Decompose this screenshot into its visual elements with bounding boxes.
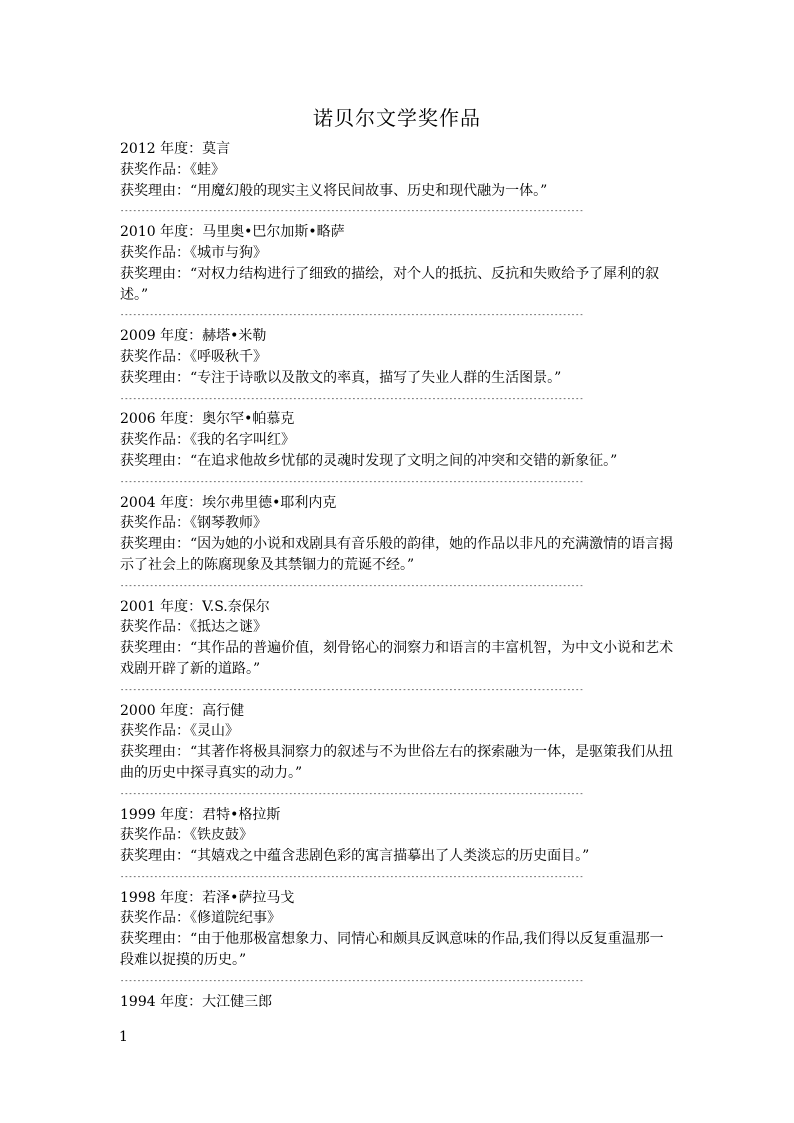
entry-work: 获奖作品：《钢琴教师》 xyxy=(120,515,267,532)
page-number: 1 xyxy=(119,1029,128,1045)
entry-2009 xyxy=(120,326,676,409)
entry-work: 获奖作品：《铁皮鼓》 xyxy=(120,827,253,844)
entry-separator: -------------------------------------------------------------------------------------------------------------- xyxy=(120,581,584,590)
entry-reason: 获奖理由：“用魔幻般的现实主义将民间故事、历史和现代融为一体。” xyxy=(120,182,548,199)
entry-1994 xyxy=(120,992,676,1013)
entry-2012 xyxy=(120,139,676,222)
entry-2004 xyxy=(120,493,676,597)
entry-separator: -------------------------------------------------------------------------------------------------------------- xyxy=(120,394,584,403)
entries-list xyxy=(120,139,676,1012)
entry-year-laureate: 2001 年度：V.S.奈保尔 xyxy=(120,598,270,615)
entry-separator: -------------------------------------------------------------------------------------------------------------- xyxy=(120,207,584,216)
entry-reason: 获奖理由：“其作品的普遍价值，刻骨铭心的洞察力和语言的丰富机智，为中文小说和艺术戏剧开辟了新的道路。” xyxy=(120,640,674,677)
entry-reason: 获奖理由：“专注于诗歌以及散文的率真，描写了失业人群的生活图景。” xyxy=(120,369,562,386)
entry-separator: -------------------------------------------------------------------------------------------------------------- xyxy=(120,311,584,320)
entry-2010 xyxy=(120,222,676,326)
entry-work: 获奖作品：《灵山》 xyxy=(120,723,239,740)
entry-separator: -------------------------------------------------------------------------------------------------------------- xyxy=(120,477,584,486)
entry-reason: 获奖理由：“对权力结构进行了细致的描绘，对个人的抵抗、反抗和失败给予了犀利的叙述。” xyxy=(120,265,660,303)
entry-work: 获奖作品：《蛙》 xyxy=(120,161,225,178)
entry-separator: -------------------------------------------------------------------------------------------------------------- xyxy=(120,872,584,881)
entry-work: 获奖作品：《修道院纪事》 xyxy=(120,910,281,927)
entry-separator: -------------------------------------------------------------------------------------------------------------- xyxy=(120,685,584,694)
entry-year-laureate: 2004 年度：埃尔弗里德•耶利内克 xyxy=(120,494,337,511)
document-title: 诺贝尔文学奖作品 xyxy=(313,106,481,130)
entry-year-laureate: 1999 年度：君特•格拉斯 xyxy=(120,806,281,823)
entry-2000 xyxy=(120,701,676,805)
entry-work: 获奖作品：《呼吸秋千》 xyxy=(120,348,267,365)
entry-1998 xyxy=(120,888,676,992)
entry-reason: 获奖理由：“由于他那极富想象力、同情心和颇具反讽意味的作品,我们得以反复重温那一段难以捉摸的历史。” xyxy=(120,931,664,969)
entry-work: 获奖作品：《城市与狗》 xyxy=(120,244,267,261)
entry-reason: 获奖理由：“因为她的小说和戏剧具有音乐般的韵律，她的作品以非凡的充满激情的语言揭示了社会上的陈腐现象及其禁锢力的荒诞不经。” xyxy=(120,536,674,573)
entry-1999 xyxy=(120,805,676,888)
entry-separator: -------------------------------------------------------------------------------------------------------------- xyxy=(120,789,584,798)
entry-year-laureate: 1998 年度：若泽•萨拉马戈 xyxy=(120,889,295,906)
entry-separator: -------------------------------------------------------------------------------------------------------------- xyxy=(120,976,584,985)
entry-2006 xyxy=(120,409,676,492)
entry-year-laureate: 2010 年度：马里奥•巴尔加斯•略萨 xyxy=(120,224,345,241)
entry-reason: 获奖理由：“其嬉戏之中蕴含悲剧色彩的寓言描摹出了人类淡忘的历史面目。” xyxy=(120,848,590,865)
entry-year-laureate: 2000 年度：高行健 xyxy=(120,702,245,719)
entry-year-laureate: 2009 年度：赫塔•米勒 xyxy=(120,328,267,345)
entry-year-laureate: 2012 年度：莫言 xyxy=(120,141,231,157)
entry-reason: 获奖理由：“其著作将极具洞察力的叙述与不为世俗左右的探索融为一体，是驱策我们从扭曲的历史中探寻真实的动力。” xyxy=(120,744,674,781)
entry-year-laureate: 1994 年度：大江健三郎 xyxy=(120,993,273,1010)
entry-work: 获奖作品：《我的名字叫红》 xyxy=(120,432,295,449)
entry-work: 获奖作品：《抵达之谜》 xyxy=(120,619,267,636)
entry-2001 xyxy=(120,597,676,701)
entry-year-laureate: 2006 年度：奥尔罕•帕慕克 xyxy=(120,411,295,428)
entry-reason: 获奖理由：“在追求他故乡忧郁的灵魂时发现了文明之间的冲突和交错的新象征。” xyxy=(120,452,618,469)
